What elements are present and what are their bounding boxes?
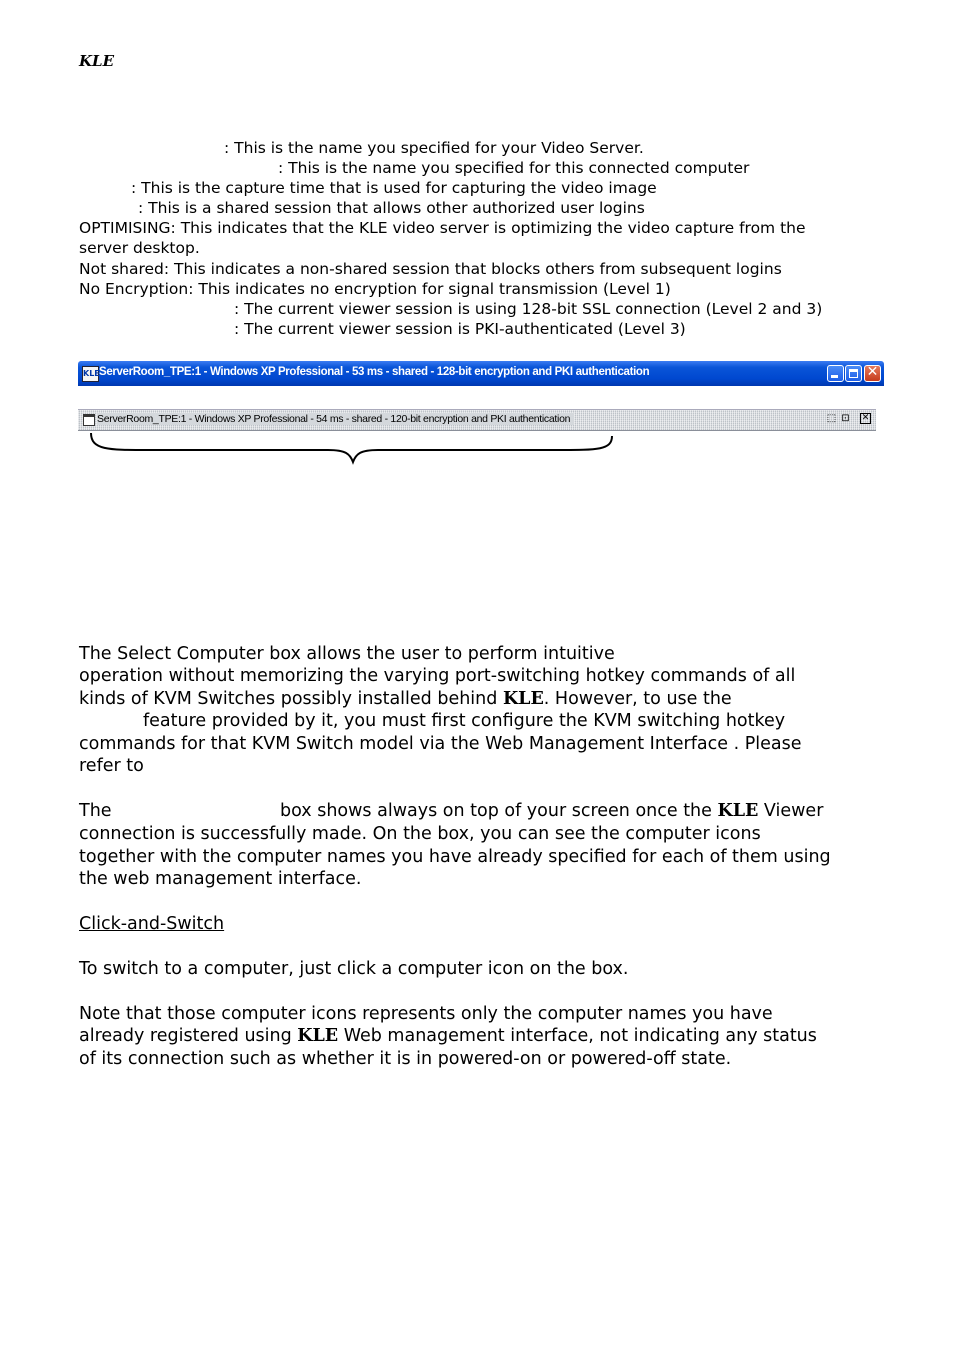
body-text: Note that those computer icons represents only the computer names you have	[79, 1004, 773, 1024]
body-text: The Select Computer box allows the user to perform intuitive	[79, 644, 615, 664]
classic-title-bar	[78, 409, 876, 431]
resize-icon[interactable]: ⊡	[841, 413, 850, 424]
body-text: of its connection such as whether it is in powered-on or powered-off state.	[79, 1049, 732, 1069]
kle-app-icon: KLE	[82, 366, 99, 382]
definition-shared: : This is a shared session that allows other authorized user logins	[138, 199, 645, 217]
body-text: feature provided by it, you must first configure the KVM switching hotkey	[143, 711, 786, 731]
definition-no-encryption: No Encryption: This indicates no encryption for signal transmission (Level 1)	[79, 280, 671, 298]
body-text: already registered using KLE Web management interface, not indicating any status	[79, 1026, 817, 1046]
body-text: commands for that KVM Switch model via the Web Management Interface . Please	[79, 734, 802, 754]
xp-window-title: ServerRoom_TPE:1 - Windows XP Professional - 53 ms - shared - 128-bit encryption and PKI authentication	[99, 366, 650, 378]
classic-window-title: ServerRoom_TPE:1 - Windows XP Professional - 54 ms - shared - 120-bit encryption and PKI authentication	[97, 413, 574, 425]
body-text: connection is successfully made. On the box, you can see the computer icons	[79, 824, 761, 844]
definition-not-shared: Not shared: This indicates a non-shared session that blocks others from subsequent logins	[79, 260, 782, 278]
definition-pki: : The current viewer session is PKI-authenticated (Level 3)	[234, 320, 686, 338]
body-text: kinds of KVM Switches possibly installed behind KLE. However, to use the	[79, 689, 732, 709]
body-text: box shows always on top of your screen once the KLE Viewer	[280, 801, 824, 821]
close-icon[interactable]: ✕	[861, 413, 870, 423]
minimize-button[interactable]	[827, 365, 844, 382]
close-icon: ✕	[866, 364, 879, 380]
body-text: the web management interface.	[79, 869, 362, 889]
xp-title-bar	[78, 361, 884, 386]
close-button[interactable]	[864, 365, 881, 382]
body-text: together with the computer names you have already specified for each of them using	[79, 847, 831, 867]
brace-annotation	[88, 430, 618, 466]
restore-icon[interactable]: ⬚	[826, 413, 837, 424]
definition-optimising-cont: server desktop.	[79, 239, 200, 257]
body-text: The	[79, 801, 112, 821]
maximize-button[interactable]	[845, 365, 862, 382]
definition-computer-name: : This is the name you specified for this connected computer	[278, 159, 750, 177]
definition-video-server-name: : This is the name you specified for your Video Server.	[224, 139, 644, 157]
definition-capture-time: : This is the capture time that is used for capturing the video image	[131, 179, 657, 197]
definition-optimising: OPTIMISING: This indicates that the KLE video server is optimizing the video capture from the	[79, 219, 806, 237]
body-text: refer to	[79, 756, 144, 776]
header-brand: KLE	[79, 52, 115, 70]
body-text: operation without memorizing the varying port-switching hotkey commands of all	[79, 666, 796, 686]
section-heading: Click-and-Switch	[79, 914, 225, 934]
definition-ssl: : The current viewer session is using 128-bit SSL connection (Level 2 and 3)	[234, 300, 823, 318]
body-text: To switch to a computer, just click a computer icon on the box.	[79, 959, 629, 979]
window-icon	[83, 414, 95, 426]
